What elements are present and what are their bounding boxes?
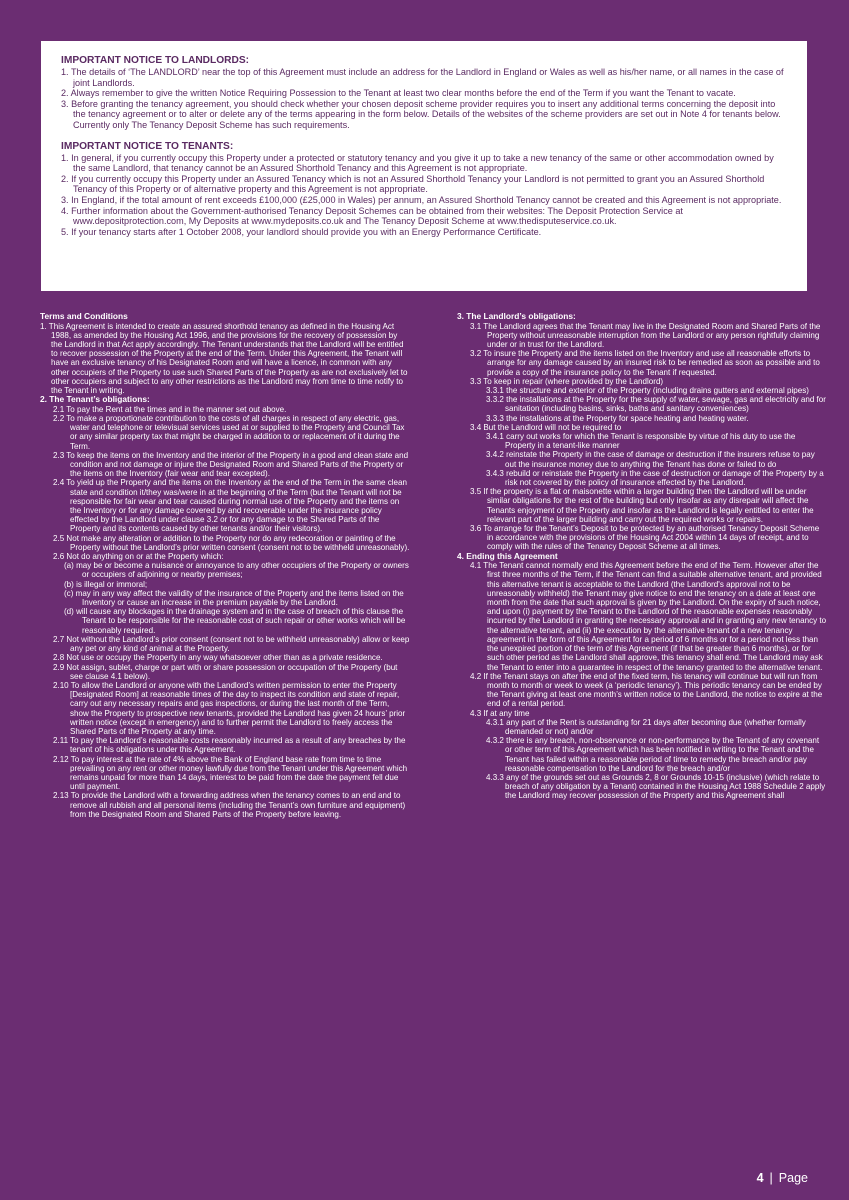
- clause-2-6-d: (d) will cause any blockages in the drainage system and in the case of breach of this clause the Tenant to be responsible for the reasonable cost of such repair or other works which will be reasonably required.: [64, 607, 406, 635]
- clause-4-1: 4.1 The Tenant cannot normally end this Agreement before the end of the Term. However after the first three months of the Term, if the Tenant can find a suitable alternative tenant, and provided this alternative tenant is acceptable to the Landlord (the Landlord's approval not to be unreasonably withheld) the Tenant may give notice to end the tenancy on a date at least one month from the date that such approval is given by the Landlord. On the expiry of such notice, and upon (i) payment by the Tenant to the Landlord of the reasonable expenses reasonably incurred by the Landlord in granting the necessary approval and in granting any new tenancy to the alternative tenant, and (ii) the execution by the alternative tenant of a new tenancy agreement in the form of this Agreement for a period of 6 months or for a period not less than the unexpired portion of the term of this Agreement (if that be greater than 6 months), or for such other period as the Landlord shall approve, this tenancy shall end. The Landlord may ask the Tenant to enter into a guarantee in respect of the tenancy granted to the alternative tenant.: [470, 561, 827, 672]
- clause-2-11: 2.11 To pay the Landlord’s reasonable costs reasonably incurred as a result of any breaches by the tenant of his obligations under this Agreement.: [53, 736, 406, 755]
- clause-3-3-1: 3.3.1 the structure and exterior of the Property (including drains gutters and external pipes): [486, 386, 809, 396]
- clause-3-1: 3.1 The Landlord agrees that the Tenant may live in the Designated Room and Shared Parts of the Property without unreasonable interruption from the Landlord or any person rightfully claiming under or in trust for the Landlord.: [470, 321, 821, 349]
- landlord-notice-item: 1. The details of ‘The LANDLORD’ near the top of this Agreement must include an address for the Landlord in England or Wales as well as his/her name, or all names in the case of joint Landlords.: [61, 67, 784, 88]
- clause-3-4-3: 3.4.3 rebuild or reinstate the Property in the case of destruction or damage of the Property by a risk not covered by the policy of insurance effected by the Landlord.: [486, 468, 824, 488]
- tenant-notice-item: 1. In general, if you currently occupy this Property under a protected or statutory tenancy and you give it up to take a new tenancy of the same or other accommodation owned by the same Landlord, that tenancy cannot be an Assured Shorthold Tenancy and this Agreement is not appropriate.: [61, 152, 774, 174]
- clause-3-4-1: 3.4.1 carry out works for which the Tenant is responsible by virtue of his duty to use the Property in a tenant-like manner: [486, 432, 796, 451]
- clause-3-2: 3.2 To insure the Property and the items listed on the Inventory and use all reasonable efforts to arrange for any damage caused by an insured risk to be remedied as soon as possible and to provide a copy of the insurance policy to the Tenant if requested.: [470, 349, 820, 377]
- landlord-notice-item: 3. Before granting the tenancy agreement, you should check whether your chosen deposit scheme provider requires you to insert any additional terms concerning the deposit into the tenancy agreement or to alter or delete any of the terms appearing in the form below. Details of the websites of the scheme providers are set out in Note 4 for tenants below. Currently only The Tenancy Deposit Scheme has such requirements.: [61, 98, 781, 130]
- clause-2-7: 2.7 Not without the Landlord’s prior consent (consent not to be withheld unreasonably) allow or keep any pet or any kind of animal at the Property.: [53, 634, 410, 654]
- clause-2-4: 2.4 To yield up the Property and the items on the Inventory at the end of the Term in the same clean state and condition it/they was/were in at the beginning of the Term (but the Tenant will not be responsible for fair wear and tear caused during normal use of the Property and the items on the Inventory or for any damage covered by and recoverable under the insurance policy effected by the Landlord under clause 3.2 or for any damage to the Shared Parts of the Property and its contents caused by other tenants and/or their visitors).: [53, 478, 407, 534]
- landlord-notice-title: IMPORTANT NOTICE TO LANDLORDS:: [61, 55, 250, 66]
- landlord-notice-item: 2. Always remember to give the written Notice Requiring Possession to the Tenant at least two clear months before the end of the Term if you want the Tenant to vacate.: [61, 88, 736, 99]
- important-notices-box: [41, 41, 807, 291]
- clause-3-5: 3.5 If the property is a flat or maisonette within a larger building then the Landlord will be under similar obligations for the rest of the building but only insofar as any disrepair will affect the Tenants enjoyment of the Property and insofar as the Landlord is legally entitled to enter the relevant part of the larger building and carry out the required works or repairs.: [470, 487, 814, 524]
- page-label: Page: [778, 1171, 808, 1185]
- clause-4-2: 4.2 If the Tenant stays on after the end of the fixed term, his tenancy will continue but will run from month to month or week to week (a ‘periodic tenancy’). This periodic tenancy can be ended by the Tenant giving at least one month’s written notice to the Landlord, the notice to expire at the end of a rental period.: [470, 671, 823, 709]
- clause-4-3-2: 4.3.2 there is any breach, non-observance or non-performance by the Tenant of any covenant or other term of this Agreement which has been notified in writing to the Tenant and the Tenant has failed within a reasonable period of time to remedy the breach and/or pay reasonable compensation to the Landlord for the breach and/or: [486, 736, 820, 773]
- clause-4-3-1: 4.3.1 any part of the Rent is outstanding for 21 days after becoming due (whether formally demanded or not) and/or: [486, 717, 806, 736]
- tenant-notice-item: 2. If you currently occupy this Property under an Assured Tenancy which is not an Assured Shorthold Tenancy your Landlord is not permitted to grant you an Assured Shorthold Tenancy of this Property or of alternative property and this Agreement is not appropriate.: [61, 173, 765, 195]
- page-number: 4: [756, 1171, 764, 1185]
- tenant-notice-list: [61, 153, 787, 238]
- clause-2-6: 2.6 Not do anything on or at the Property which:: [53, 552, 224, 562]
- tenant-notice-item: 3. In England, if the total amount of rent exceeds £100,000 (£25,000 in Wales) per annum, an Assured Shorthold Tenancy cannot be created and this Agreement is not appropriate.: [61, 194, 782, 205]
- clause-2-9: 2.9 Not assign, sublet, charge or part with or share possession or occupation of the Property (but see clause 4.1 below).: [53, 662, 398, 681]
- clause-3-3: 3.3 To keep in repair (where provided by the Landlord): [470, 376, 664, 386]
- clause-3-4: 3.4 But the Landlord will not be required to: [470, 422, 622, 432]
- clause-4-3-3: 4.3.3 any of the grounds set out as Grounds 2, 8 or Grounds 10-15 (inclusive) (which relate to breach of any obligation by a Tenant) contained in the Housing Act 1988 Schedule 2 apply the Landlord may recover possession of the Property and this Agreement shall: [486, 772, 826, 801]
- ending-agreement-heading: 4. Ending this Agreement: [457, 550, 558, 561]
- tenant-notice-item: 5. If your tenancy starts after 1 October 2008, your landlord should provide you with an Energy Performance Certificate.: [61, 226, 542, 237]
- clause-2-5: 2.5 Not make any alteration or addition to the Property nor do any redecoration or painting of the Property without the Landlord’s prior written consent (consent not to be withheld unreasonably).: [53, 533, 410, 552]
- landlord-notice-list: [61, 67, 787, 131]
- left-column: [40, 312, 410, 819]
- clause-2-6-b: (b) is illegal or immoral;: [64, 579, 148, 589]
- clause-1: 1. This Agreement is intended to create an assured shorthold tenancy as defined in the Housing Act 1988, as amended by the Housing Act 1996, and the provisions for the recovery of possession by the Landlord in that Act apply accordingly. The Tenant understands that the Landlord will be entitled to recover possession of the Property at the end of the Term. Under this Agreement, the Tenant will have an exclusive tenancy of his Designated Room and will have a licence, in common with any other occupiers of the Property to use such Shared Parts of the Property as are not exclusively let to other occupiers and subject to any other restrictions as the Landlord may from time to time notify to the Tenant in writing.: [40, 321, 408, 396]
- tenant-obligations-heading: 2. The Tenant’s obligations:: [40, 394, 150, 405]
- clause-4-3: 4.3 If at any time: [470, 708, 530, 718]
- tenant-notice-title: IMPORTANT NOTICE TO TENANTS:: [61, 140, 234, 152]
- terms-heading: Terms and Conditions: [40, 311, 128, 321]
- clause-2-8: 2.8 Not use or occupy the Property in any way whatsoever other than as a private residence.: [53, 653, 383, 663]
- footer-separator: |: [769, 1171, 773, 1185]
- tenant-notice-item: 4. Further information about the Government-authorised Tenancy Deposit Schemes can be obtained from their websites: The Deposit Protection Service at www.depositprotection.com, My Deposits at www.mydeposits.co.uk and The Tenancy Deposit Scheme at www.thedisputeservice.co.uk.: [61, 205, 683, 227]
- clause-2-13: 2.13 To provide the Landlord with a forwarding address when the tenancy comes to an end and to remove all rubbish and all personal items (including the Tenant’s own furniture and equipment) from the Designated Room and Shared Parts of the Property before leaving.: [53, 791, 406, 819]
- landlord-obligations-heading: 3. The Landlord’s obligations:: [457, 311, 576, 321]
- clause-2-10: 2.10 To allow the Landlord or anyone with the Landlord’s written permission to enter the Property [Designated Room] at reasonable times of the day to inspect its condition and state of repair, carry out any necessary repairs and gas inspections, or during the last month of the Term, show the Property to prospective new tenants, provided the Landlord has given 24 hours’ prior written notice (except in emergency) and to further permit the Landlord to freely access the Shared Parts of the Property at any time.: [53, 680, 406, 736]
- clause-3-3-2: 3.3.2 the installations at the Property for the supply of water, sewage, gas and electricity and for sanitation (including basins, sinks, baths and sanitary conveniences): [486, 395, 826, 414]
- page-footer: [757, 1171, 808, 1185]
- clause-2-6-a: (a) may be or become a nuisance or annoyance to any other occupiers of the Property or owners or occupiers of adjoining or nearby premises;: [64, 561, 409, 580]
- clause-3-4-2: 3.4.2 reinstate the Property in the case of damage or destruction if the insurers refuse to pay out the insurance money due to anything the Tenant has done or failed to do: [486, 450, 815, 469]
- clause-2-1: 2.1 To pay the Rent at the times and in the manner set out above.: [53, 404, 287, 414]
- clause-2-2: 2.2 To make a proportionate contribution to the costs of all charges in respect of any electric, gas, water and telephone or televisual services used at or supplied to the Property and Council Tax or any similar property tax that might be charged in addition to or replacement of it during the Term.: [53, 414, 405, 451]
- clause-2-3: 2.3 To keep the items on the Inventory and the interior of the Property in a good and clean state and condition and not damage or injure the Designated Room and Shared Parts of the Property or the items on the Inventory (fair wear and tear excepted).: [53, 450, 409, 479]
- clause-2-6-c: (c) may in any way affect the validity of the insurance of the Property and the items listed on the Inventory or cause an increase in the premium payable by the Landlord.: [64, 588, 404, 608]
- right-column: [457, 312, 827, 801]
- clause-2-12: 2.12 To pay interest at the rate of 4% above the Bank of England base rate from time to time prevailing on any rent or other money lawfully due from the Tenant under this Agreement which remains unpaid for more than 14 days, interest to be paid from the date the payment fell due until payment.: [53, 754, 408, 792]
- clause-3-6: 3.6 To arrange for the Tenant’s Deposit to be protected by an authorised Tenancy Deposit Scheme in accordance with the provisions of the Housing Act 2004 within 14 days of receipt, and to comply with the rules of the Tenancy Deposit Scheme at all times.: [470, 524, 820, 552]
- clause-3-3-3: 3.3.3 the installations at the Property for space heating and heating water.: [486, 413, 749, 423]
